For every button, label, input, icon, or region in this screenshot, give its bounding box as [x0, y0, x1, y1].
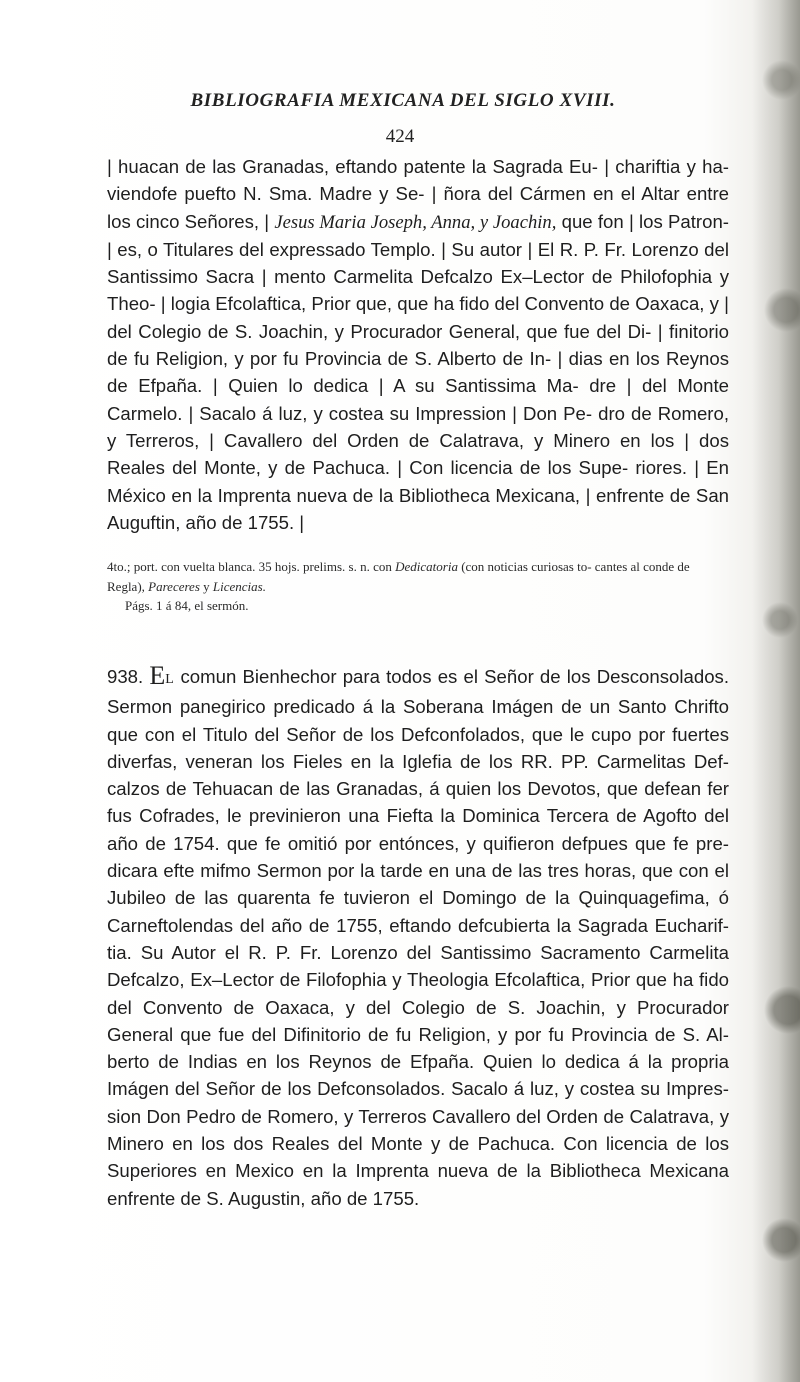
page-edge-shadow [752, 0, 800, 1382]
note-italic-pareceres: Pareceres [148, 578, 200, 594]
entry-938-body: comun Bienhechor para todos es el Señor de los Desconsolados. Sermon panegirico predicado á la Soberana Imágen de un Santo Chrifto que con el Titulo del Señor de los Defconfolados, que le cupo por fuertes diverfas, veneran los Fieles en la Iglefia de los RR. PP. Carmelitas Def- calzos de Tehuacan de las Granadas, á quien los Devotos, que defean fer fus Cofrades, le previnieron una Fiefta la Dominica Tercera de Agofto del año de 1754. que fe omitió por entónces, y quifieron defpues que fe pre- dicara efte mifmo Sermon por la tarde en una de las tres horas, que con el Jubileo de las quarenta fe tuvieron el Domingo de la Quinquagefima, ó Carneftolendas del año de 1755, eftando defcubierta la Sagrada Eucharif- tia. Su Autor el R. P. Fr. Lorenzo del Santissimo Sacramento Carmelita Defcalzo, Ex–Lector de Filofophia y Theologia Efcolaftica, Prior que ha fido del Convento de Oaxaca, y del Colegio de S. Joachin, y Procurador General que fue del Difinitorio de fu Religion, y por fu Provincia de S. Al- berto de Indias en los Reynos de Efpaña. Quien lo dedica á la propria Imágen del Señor de los Defconsolados. Sacalo á luz, y costea su Impres- sion Don Pedro de Romero, y Terreros Cavallero del Orden de Calatrava, y Minero en los dos Reales del Monte y de Pachuca. Con licencia de los Superiores en Mexico en la Imprenta nueva de la Bibliotheca Mexicana enfrente de S. Augustin, año de 1755. [107, 666, 729, 1209]
initial-rest: L [165, 672, 175, 687]
note-italic-licencias: Licencias. [212, 578, 266, 594]
entry-937-text [107, 153, 729, 536]
entry-number: 938. [107, 666, 144, 687]
entry-937-text-b: que fon | los Patron- | es, o Titulares del expressado Templo. | Su autor | El R. P. Fr. Lorenzo del Santissimo Sacra | mento Carmelita Defcalzo Ex–Lector de Philofophia y Theo- | logia Efcolaftica, Prior que, que ha fido del Convento de Oaxaca, y | del Colegio de S. Joachin, y Procurador General, que fue del Di- | finitorio de fu Religion, y por fu Provincia de S. Alberto de In- | dias en los Reynos de Efpaña. | Quien lo dedica | A su Santissima Ma- dre | del Monte Carmelo. | Sacalo á luz, y costea su Impression | Don Pe- dro de Romero, y Terreros, | Cavallero del Orden de Calatrava, y Minero en los | dos Reales del Monte, y de Pachuca. | Con licencia de los Supe- riores. | En México en la Imprenta nueva de la Bibliotheca Mexicana, | enfrente de San Auguftin, año de 1755. | [107, 210, 729, 533]
running-head: BIBLIOGRAFIA MEXICANA DEL SIGLO XVIII. [190, 90, 616, 111]
note-text-b: (con noticias curiosas to- cantes al conde de Regla), [107, 559, 690, 594]
note-text-a: 4to.; port. con vuelta blanca. 35 hojs. prelims. s. n. con [107, 559, 396, 574]
drop-initial: E [149, 661, 166, 690]
note-line-2: Págs. 1 á 84, el sermón. [125, 598, 249, 613]
entry-938-text [107, 662, 729, 1212]
note-italic-dedicatoria: Dedicatoria [395, 559, 458, 574]
note-text-c: y [199, 578, 213, 594]
note-line-1 [107, 557, 729, 596]
page-number: 424 [385, 126, 415, 147]
bibliographic-note [107, 557, 729, 616]
entry-937-italic-names: Jesus Maria Joseph, Anna, y Joachin, [274, 211, 557, 233]
entry-937-text-a: | huacan de las Granadas, eftando patente la Sagrada Eu- | chariftia y ha- viendofe puefto N. Sma. Madre y Se- | ñora del Cármen en el Altar entre los cinco Señores, | [107, 156, 729, 232]
